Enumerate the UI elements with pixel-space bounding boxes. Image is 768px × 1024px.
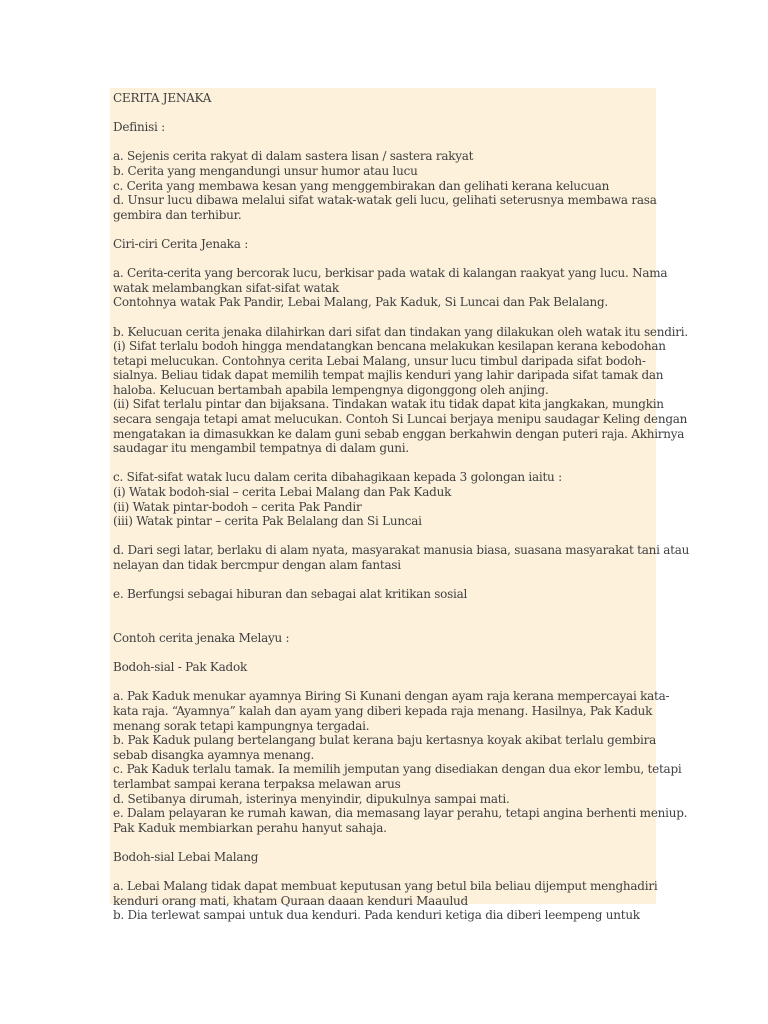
text-line: secara sengaja tetapi amat melucukan. Contoh Si Luncai berjaya menipu saudagar Keling dengan [113,412,688,427]
section-heading-lebai-malang: Bodoh-sial Lebai Malang [113,849,259,864]
text-line: a. Sejenis cerita rakyat di dalam sastera lisan / sastera rakyat [113,149,474,164]
text-line: (i) Sifat terlalu bodoh hingga mendatangkan bencana melakukan kesilapan kerana kebodohan [113,339,666,354]
text-line: nelayan dan tidak bercmpur dengan alam fantasi [113,558,401,572]
document-title-block [113,91,658,106]
text-line: sialnya. Beliau tidak dapat memilih tempat majlis kenduri yang lahir daripada sifat tamak dan [113,368,664,383]
text-line: (iii) Watak pintar – cerita Pak Belalang dan Si Luncai [113,514,422,529]
text-line: (i) Watak bodoh-sial – cerita Lebai Malang dan Pak Kaduk [113,485,452,500]
contoh-heading-block [113,631,658,646]
text-line: d. Unsur lucu dibawa melalui sifat watak-watak geli lucu, gelihati seterusnya membawa rasa [113,193,657,208]
text-line: Pak Kaduk membiarkan perahu hanyut sahaja. [113,820,387,835]
text-line: watak melambangkan sifat-sifat watak [113,280,339,295]
text-line: haloba. Kelucuan bertambah apabila lempengnya digonggong oleh anjing. [113,382,549,397]
document-content [113,91,690,937]
ciri-e-paragraph [113,587,658,602]
text-line: kata raja. “Ayamnya” kalah dan ayam yang diberi kepada raja menang. Hasilnya, Pak Kaduk [113,703,653,718]
ciri-heading-block [113,237,658,252]
lebai-list [113,879,658,923]
ciri-a-paragraph [113,266,668,310]
section-heading-definisi: Definisi : [113,120,165,135]
text-line: sebab disangka ayamnya menang. [113,747,315,762]
text-line: mengatakan ia dimasukkan ke dalam guni sebab enggan berkahwin dengan puteri raja. Akhirnya [113,426,685,441]
text-line: saudagar itu mengambil tempatnya di dalam guni. [113,441,409,456]
definisi-list [113,149,658,222]
ciri-d-paragraph [113,543,690,572]
text-line: b. Dia terlewat sampai untuk dua kenduri. Pada kenduri ketiga dia diberi leempeng untuk [113,908,640,923]
text-line: Contohnya watak Pak Pandir, Lebai Malang, Pak Kaduk, Si Luncai dan Pak Belalang. [113,295,608,310]
text-line: c. Sifat-sifat watak lucu dalam cerita dibahagikaan kepada 3 golongan iaitu : [113,470,562,485]
text-line: b. Cerita yang mengandungi unsur humor atau lucu [113,163,418,178]
text-line: terlambat sampai kerana terpaksa melawan arus [113,776,401,791]
section-heading-contoh: Contoh cerita jenaka Melayu : [113,630,290,645]
ciri-c-paragraph [113,470,658,528]
text-line: a. Lebai Malang tidak dapat membuat keputusan yang betul bila beliau dijemput menghadiri [113,879,658,894]
text-line: e. Berfungsi sebagai hiburan dan sebagai alat kritikan sosial [113,587,468,602]
document-page [110,88,690,923]
text-line: d. Dari segi latar, berlaku di alam nyata, masyarakat manusia biasa, suasana masyarakat tani atau [113,543,690,558]
pak-kadok-heading-block [113,660,658,675]
text-line: gembira dan terhibur. [113,207,242,222]
text-line: (ii) Watak pintar-bodoh – cerita Pak Pandir [113,499,362,514]
text-line: d. Setibanya dirumah, isterinya menyindir, dipukulnya sampai mati. [113,791,510,806]
section-heading-ciri: Ciri-ciri Cerita Jenaka : [113,236,249,251]
text-line: (ii) Sifat terlalu pintar dan bijaksana. Tindakan watak itu tidak dapat kita jangkakan, mungkin [113,397,664,412]
ciri-b-paragraph [113,324,688,456]
text-line: e. Dalam pelayaran ke rumah kawan, dia memasang layar perahu, tetapi angina berhenti meniup. [113,806,688,821]
text-line: menang sorak tetapi kampungnya tergadai. [113,718,370,733]
text-line: b. Pak Kaduk pulang bertelangang bulat kerana baju kertasnya koyak akibat terlalu gembira [113,733,656,748]
text-line: a. Cerita-cerita yang bercorak lucu, berkisar pada watak di kalangan raakyat yang lucu. Nama [113,266,668,281]
text-line: c. Pak Kaduk terlalu tamak. Ia memilih jemputan yang disediakan dengan dua ekor lembu, tetapi [113,762,682,777]
text-line: tetapi melucukan. Contohnya cerita Lebai Malang, unsur lucu timbul daripada sifat bodoh- [113,353,646,368]
document-title: CERITA JENAKA [113,91,212,105]
text-line: a. Pak Kaduk menukar ayamnya Biring Si Kunani dengan ayam raja kerana mempercayai kata- [113,689,670,704]
text-line: kenduri orang mati, khatam Quraan daaan kenduri Maaulud [113,893,468,908]
text-line: b. Kelucuan cerita jenaka dilahirkan dari sifat dan tindakan yang dilakukan oleh watak itu sendiri. [113,324,688,339]
text-line: c. Cerita yang membawa kesan yang menggembirakan dan gelihati kerana kelucuan [113,178,610,193]
lebai-heading-block [113,850,658,865]
definisi-heading-block [113,120,658,135]
pak-kadok-list [113,689,688,835]
section-heading-pak-kadok: Bodoh-sial - Pak Kadok [113,660,247,675]
